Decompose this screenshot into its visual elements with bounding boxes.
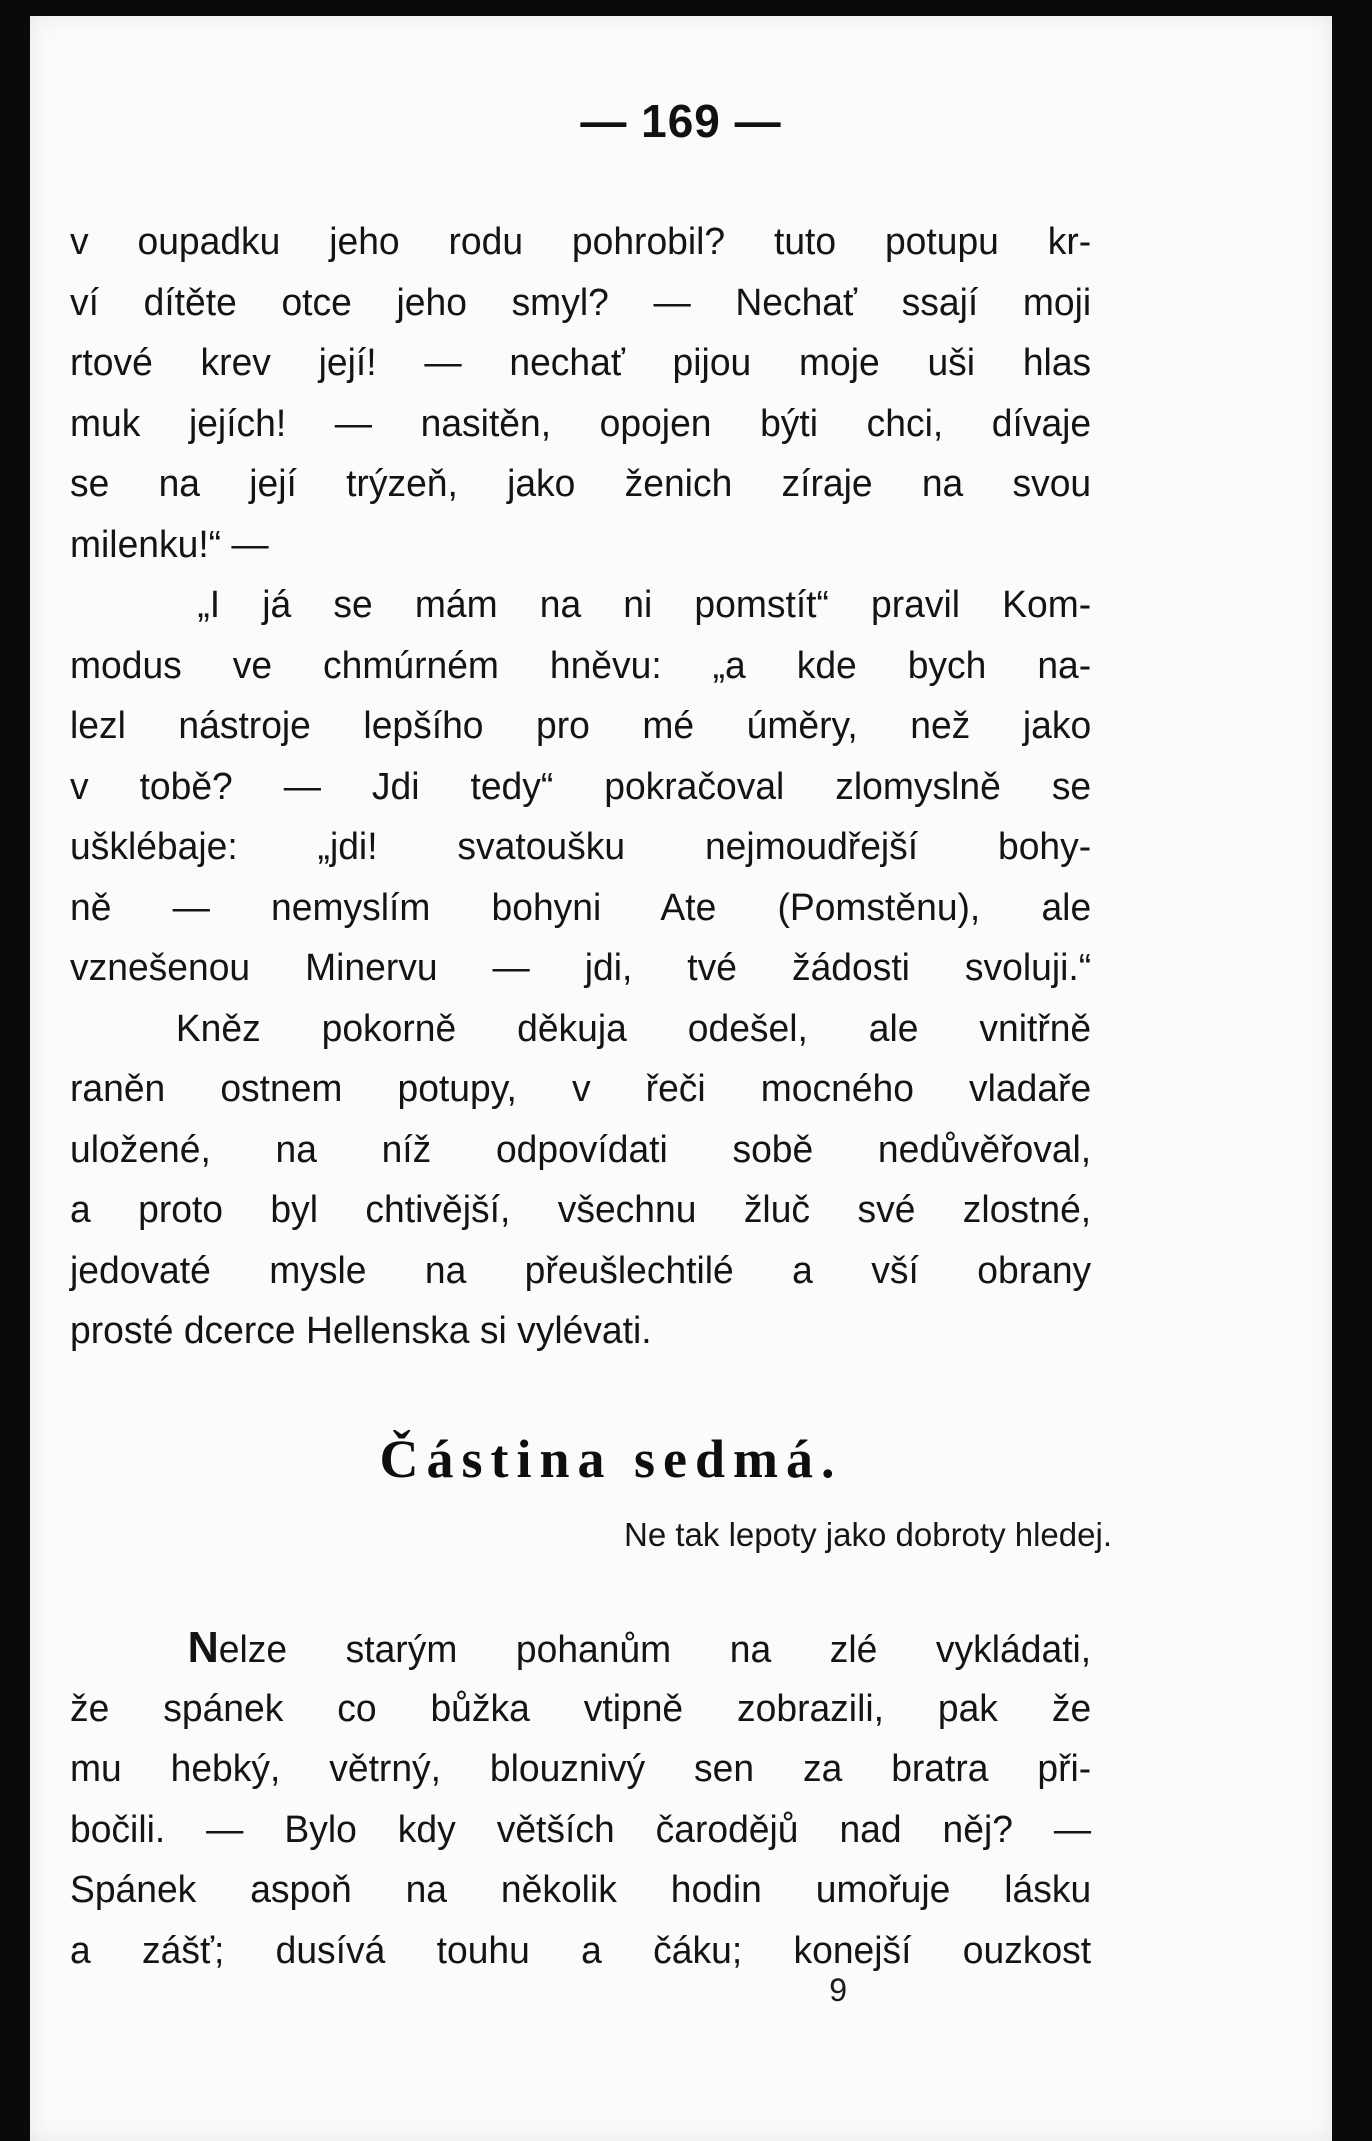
text-line: bočili. — Bylo kdy větších čarodějů nad něj? — [70,1808,1092,1851]
text-line: ušklébaje: „jdi! svatoušku nejmoudřejší bohy- [70,826,1092,868]
text-line: a zášť; dusívá touhu a čáku; konejší ouzkost [70,1929,1092,1972]
text-line: rtové krev její! — nechať pijou moje uši hlas [70,342,1092,384]
printer-signature-mark: 9 [829,1972,847,2008]
text-block-upper [70,212,1091,1362]
text-line: Spánek aspoň na několik hodin umořuje lásku [70,1869,1092,1911]
text-line: „I já se mám na ni pomstít“ pravil Kom- [197,584,1092,626]
text-line: v tobě? — Jdi tedy“ pokračoval zlomyslně se [70,765,1092,808]
text-line: prosté dcerce Hellenska si vylévati. [70,1310,652,1352]
text-line-first [70,1618,1091,1679]
text-line: modus ve chmúrném hněvu: „a kde bych na- [70,644,1092,687]
text-line: muk jejích! — nasitěn, opojen býti chci, dívaje [70,402,1092,445]
scan-left-border [0,0,30,2141]
text-line: jedovaté mysle na přeušlechtilé a vší obrany [70,1249,1092,1292]
text-line: mu hebký, větrný, blouznivý sen za bratra při- [70,1748,1092,1790]
text-line: vznešenou Minervu — jdi, tvé žádosti svoluji.“ [70,947,1092,989]
first-line-rest: elze starým pohanům na zlé vykládati, [218,1629,1092,1671]
book-page [30,16,1332,2141]
text-line: že spánek co bůžka vtipně zobrazili, pak že [70,1687,1092,1730]
text-line: se na její trýzeň, jako ženich zíraje na svou [70,463,1092,505]
text-line: raněn ostnem potupy, v řeči mocného vladaře [70,1068,1092,1110]
section-title: Částina sedmá. [379,1429,843,1489]
page-number-header: — 169 — [580,95,782,147]
scan-right-border [1332,0,1372,2141]
section-motto: Ne tak lepoty jako dobroty hledej. [624,1516,1112,1553]
text-line: ví dítěte otce jeho smyl? — Nechať ssají moji [70,281,1092,324]
text-line: uložené, na níž odpovídati sobě nedůvěřoval, [70,1128,1092,1171]
drop-cap: N [187,1623,219,1672]
text-block-lower [70,1618,1091,1981]
text-line: v oupadku jeho rodu pohrobil? tuto potupu kr- [70,221,1092,263]
text-line: milenku!“ — [70,523,269,566]
text-line: lezl nástroje lepšího pro mé úměry, než jako [70,705,1092,747]
text-line: Kněz pokorně děkuja odešel, ale vnitřně [175,1007,1092,1050]
text-line: a proto byl chtivější, všechnu žluč své zlostné, [70,1189,1092,1231]
text-line: ně — nemyslím bohyni Ate (Pomstěnu), ale [70,886,1092,929]
